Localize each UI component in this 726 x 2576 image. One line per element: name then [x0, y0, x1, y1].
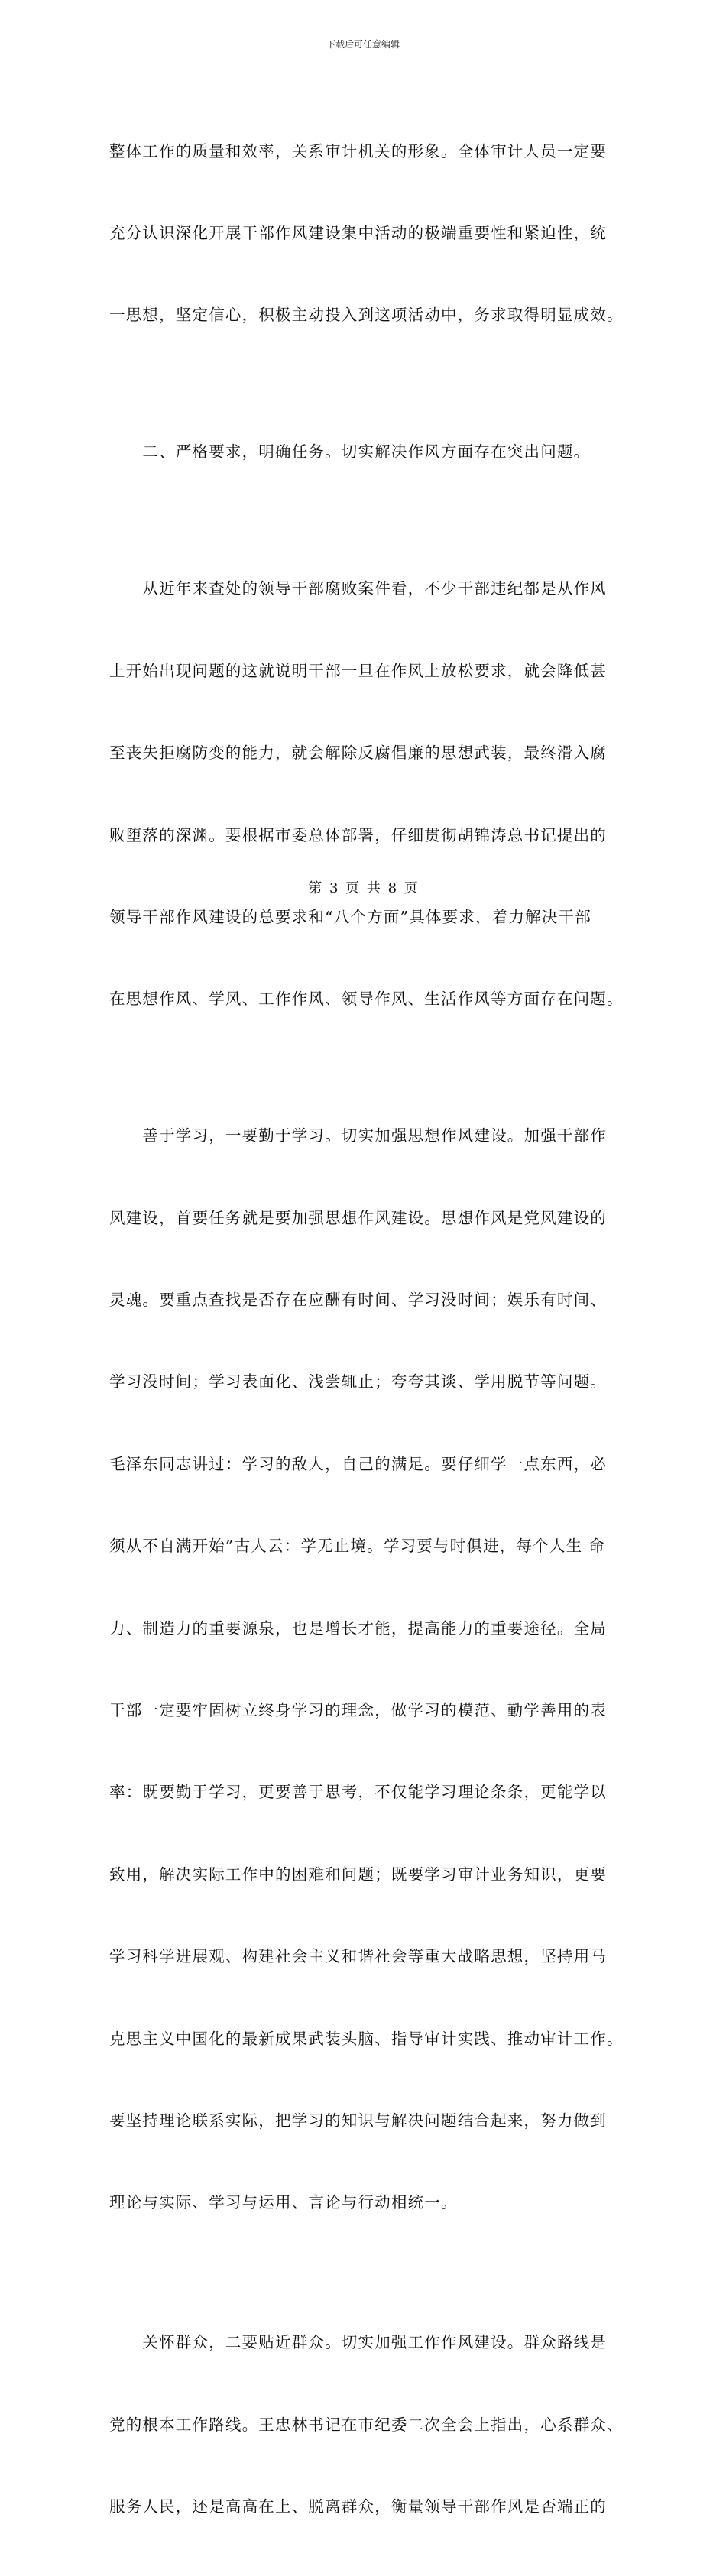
text-line: 一思想，坚定信心，积极主动投入到这项活动中，务求取得明显成效。: [109, 306, 624, 325]
text-line: 毛泽东同志讲过：学习的敌人，自己的满足。要仔细学一点东西，必: [109, 1454, 607, 1473]
text-line: 败堕落的深渊。要根据市委总体部署，仔细贯彻胡锦涛总书记提出的: [109, 825, 607, 844]
page-number-footer: 第 3 页 共 8 页: [308, 880, 418, 896]
paragraph-4: [109, 1068, 624, 2272]
text-line: 上开始出现问题的这就说明干部一旦在作风上放松要求，就会降低甚: [109, 661, 607, 680]
paragraph-3: [109, 521, 624, 1068]
text-line: 力、制造力的重要源泉，也是增长才能，提高能力的重要途径。全局: [109, 1619, 607, 1638]
text-line: 领导干部作风建设的总要求和“八个方面”具体要求，着力解决干部: [109, 907, 591, 926]
paragraph-1: [109, 83, 624, 384]
text-line: 服务人民，还是高高在上、脱离群众，衡量领导干部作风是否端正的: [109, 2497, 607, 2516]
text-line: 从近年来查处的领导干部腐败案件看，不少干部违纪都是从作风: [109, 579, 607, 598]
text-line: 二、严格要求，明确任务。切实解决作风方面存在突出问题。: [109, 442, 591, 462]
text-line: 要坚持理论联系实际，把学习的知识与解决问题结合起来，努力做到: [109, 2111, 607, 2130]
text-line: 整体工作的质量和效率，关系审计机关的形象。全体审计人员一定要: [109, 141, 607, 160]
text-line: 充分认识深化开展干部作风建设集中活动的极端重要性和紧迫性，统: [109, 223, 607, 242]
document-body: [109, 83, 624, 2576]
text-line: 率：既要勤于学习，更要善于思考，不仅能学习理论条条，更能学以: [109, 1783, 607, 1802]
text-line: 党的根本工作路线。王忠林书记在市纪委二次全会上指出，心系群众、: [109, 2415, 624, 2434]
paragraph-2-heading: [109, 384, 618, 521]
text-line: 须从不自满开始”古人云：学无止境。学习要与时俱进，每个人生 命: [109, 1537, 605, 1556]
text-line: 克思主义中国化的最新成果武装头脑、指导审计实践、推动审计工作。: [109, 2029, 624, 2048]
text-line: 干部一定要牢固树立终身学习的理念，做学习的模范、勤学善用的表: [109, 1701, 607, 1720]
text-line: 关怀群众，二要贴近群众。切实加强工作作风建设。群众路线是: [109, 2333, 607, 2352]
text-line: 理论与实际、学习与运用、言论与行动相统一。: [109, 2193, 458, 2212]
text-line: 学习没时间；学习表面化、浅尝辄止；夸夸其谈、学用脱节等问题。: [109, 1372, 607, 1392]
text-line: 风建设，首要任务就是要加强思想作风建设。思想作风是党风建设的: [109, 1208, 607, 1227]
text-line: 致用，解决实际工作中的困难和问题；既要学习审计业务知识，更要: [109, 1865, 607, 1884]
text-line: 在思想作风、学风、工作作风、领导作风、生活作风等方面存在问题。: [109, 990, 624, 1009]
paragraph-5: [109, 2275, 624, 2576]
text-line: 灵魂。要重点查找是否存在应酬有时间、学习没时间；娱乐有时间、: [109, 1291, 607, 1310]
text-line: 至丧失拒腐防变的能力，就会解除反腐倡廉的思想武装，最终滑入腐: [109, 744, 607, 763]
page-header: 下载后可任意编辑: [326, 39, 400, 50]
text-line: 学习科学进展观、构建社会主义和谐社会等重大战略思想，坚持用马: [109, 1947, 607, 1966]
text-line: 善于学习，一要勤于学习。切实加强思想作风建设。加强干部作: [109, 1126, 607, 1145]
